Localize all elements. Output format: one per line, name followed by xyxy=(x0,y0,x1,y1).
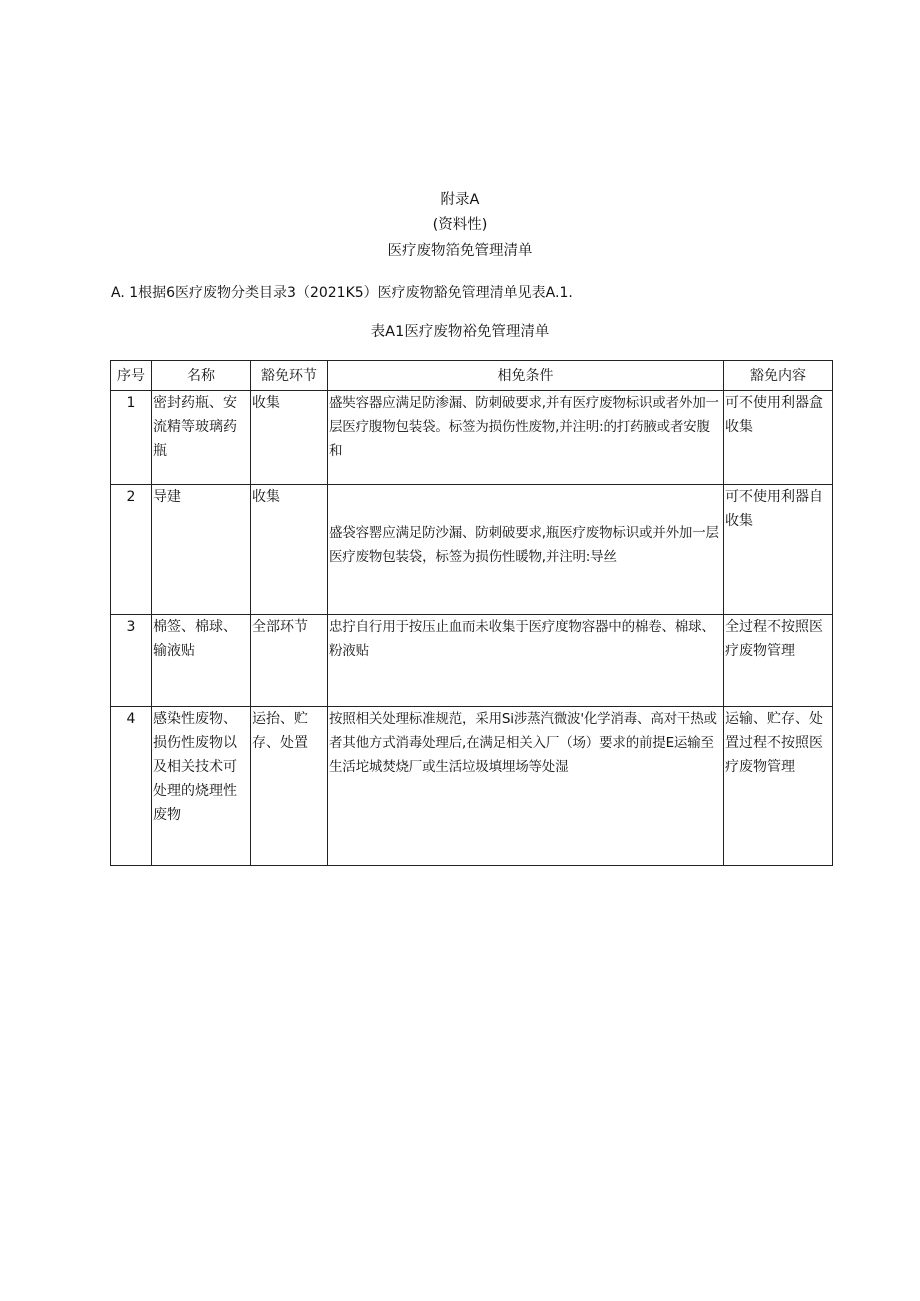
appendix-nature: (资料性) xyxy=(432,217,488,233)
table-row xyxy=(111,391,833,485)
row-number: 3 xyxy=(111,615,152,707)
exemption-condition: 按照相关处理标准规范，采用Si涉蒸汽微波'化学消毒、高对干热或者其他方式消毒处理后,在满足相关入厂（场）要求的前提E运输至生活坨城焚烧厂或生活垃圾填埋场等处湿 xyxy=(328,707,724,866)
waste-name: 密封药瓶、安流精等玻璃药瓶 xyxy=(152,391,251,485)
row-number: 4 xyxy=(111,707,152,866)
waste-name: 棉签、棉球、输液贴 xyxy=(152,615,251,707)
exemption-content: 运输、贮存、处置过程不按照医疗废物管理 xyxy=(724,707,833,866)
waste-name: 导建 xyxy=(152,485,251,615)
clause-text: A. 1根据6医疗废物分类目录3（2021K5）医疗废物豁免管理清单见表A.1. xyxy=(111,285,573,301)
column-header-name: 名称 xyxy=(152,361,251,391)
appendix-title: 附录A xyxy=(440,192,480,208)
exemption-table xyxy=(110,360,833,866)
document-title: 医疗废物箔免管理清单 xyxy=(387,243,533,259)
column-header-stage: 豁免环节 xyxy=(251,361,328,391)
table-header-row xyxy=(111,361,833,391)
exemption-stage: 运抬、贮存、处置 xyxy=(251,707,328,866)
column-header-no: 序号 xyxy=(111,361,152,391)
exemption-stage: 收集 xyxy=(251,485,328,615)
table-row xyxy=(111,615,833,707)
row-number: 2 xyxy=(111,485,152,615)
exemption-content: 可不使用利器自收集 xyxy=(724,485,833,615)
exemption-condition: 盛袋容罂应满足防沙漏、防刺破要求,瓶医疗废物标识或并外加一层医疗废物包装袋，标签为损伤性暖物,并注明:导丝 xyxy=(328,485,724,615)
table-row xyxy=(111,707,833,866)
exemption-condition: 盛奘容器应满足防渗漏、防刺破要求,并有医疗废物标识或者外加一层医疗腹物包装袋。标签为损伤性废物,并注明:的打药腋或者安腹和 xyxy=(328,391,724,485)
column-header-condition: 相免条件 xyxy=(328,361,724,391)
table-caption: 表A1医疗废物裕免管理清单 xyxy=(370,324,550,340)
exemption-stage: 收集 xyxy=(251,391,328,485)
column-header-content: 豁免内容 xyxy=(724,361,833,391)
exemption-content: 全过程不按照医疗废物管理 xyxy=(724,615,833,707)
table-row xyxy=(111,485,833,615)
exemption-condition: 忠拧自行用于按压止血而未收集于医疗度物容器中的棉卷、棉球、粉液贴 xyxy=(328,615,724,707)
waste-name: 感染性废物、损伤性废物以及相关技术可处理的烧理性废物 xyxy=(152,707,251,866)
exemption-stage: 全部环节 xyxy=(251,615,328,707)
row-number: 1 xyxy=(111,391,152,485)
exemption-content: 可不使用利器盒收集 xyxy=(724,391,833,485)
